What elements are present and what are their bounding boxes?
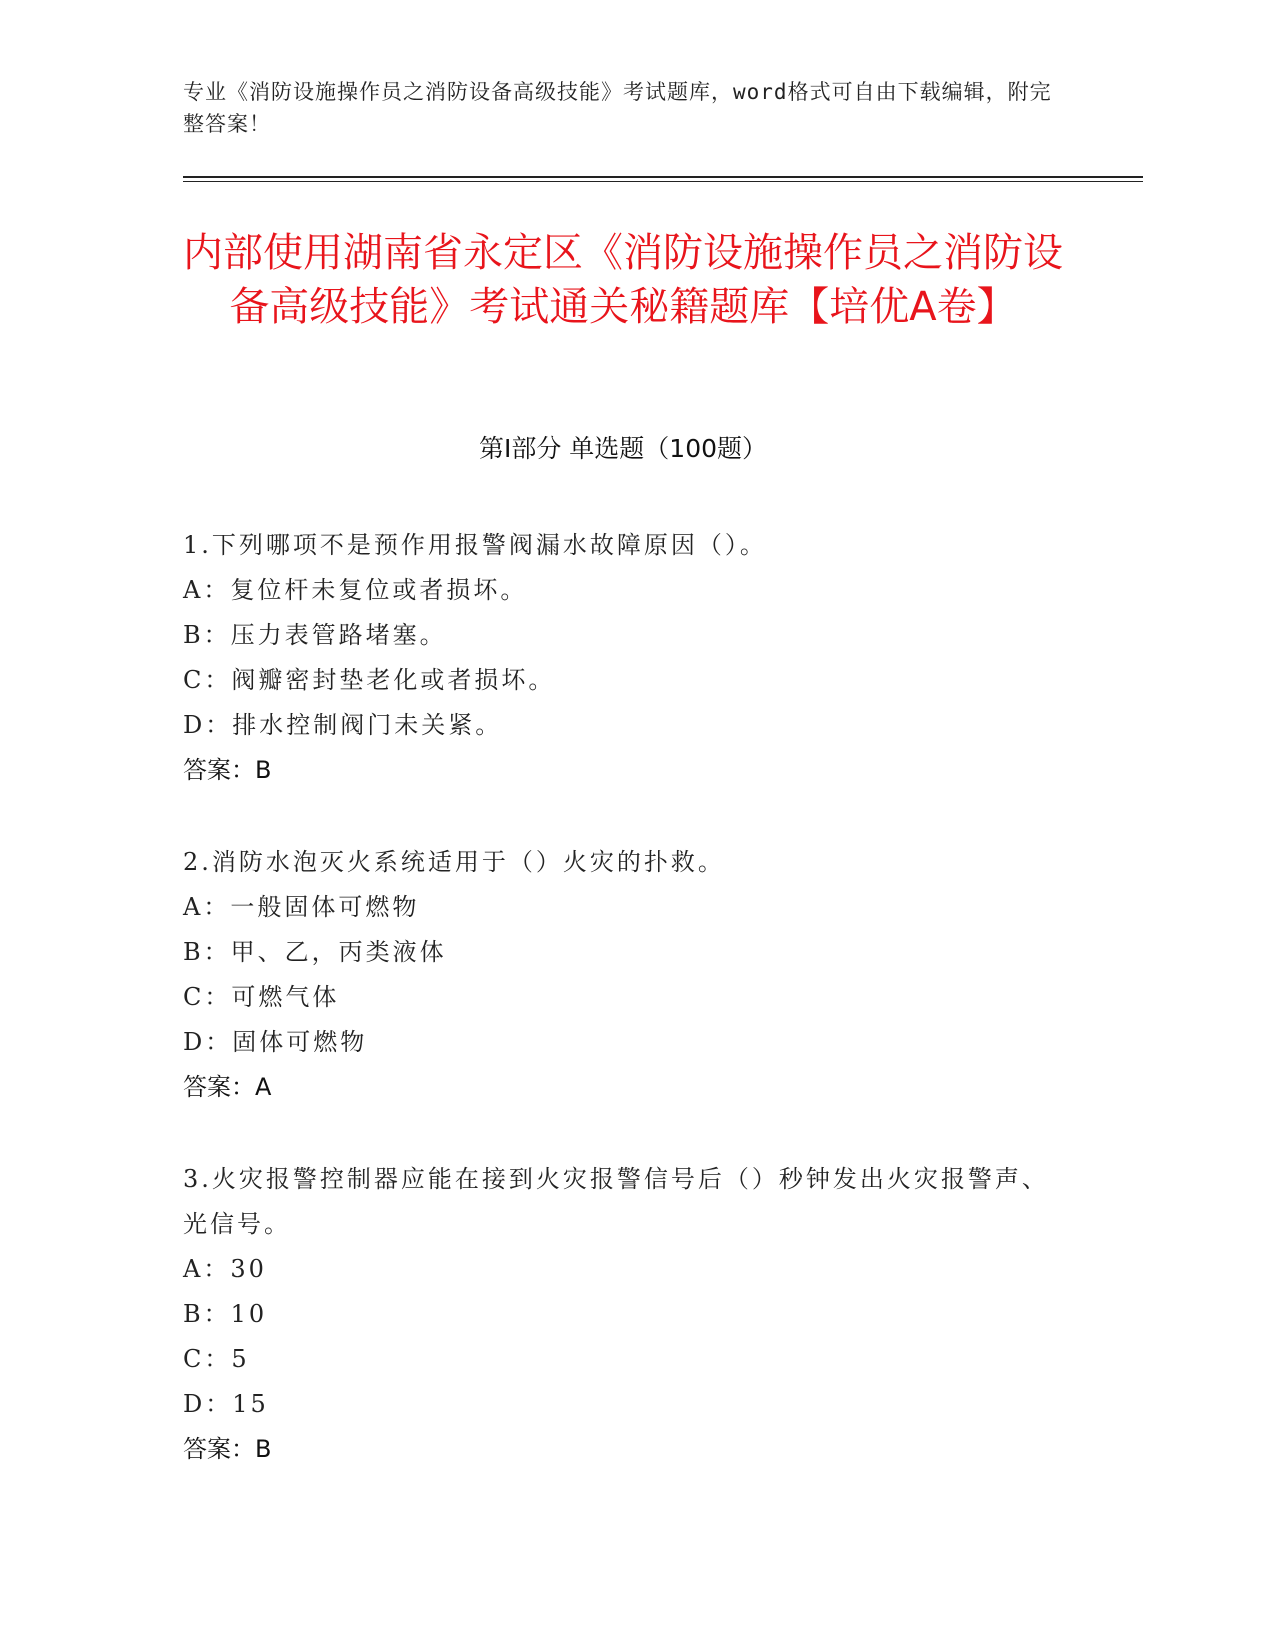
question-3 xyxy=(183,1157,1063,1472)
answer: 答案：B xyxy=(183,1435,272,1463)
option-c: C：5 xyxy=(183,1345,250,1373)
header-divider-thick xyxy=(183,176,1143,178)
document-title: 内部使用湖南省永定区《消防设施操作员之消防设备高级技能》考试通关秘籍题库【培优A卷】 xyxy=(183,230,1063,330)
header-note: 专业《消防设施操作员之消防设备高级技能》考试题库，word格式可自由下载编辑，附完整答案！ xyxy=(183,80,1052,136)
option-b: B：10 xyxy=(183,1300,268,1328)
question-stem: 3.火灾报警控制器应能在接到火灾报警信号后（）秒钟发出火灾报警声、光信号。 xyxy=(183,1165,1049,1238)
question-stem: 1.下列哪项不是预作用报警阀漏水故障原因（）。 xyxy=(183,531,767,559)
question-stem: 2.消防水泡灭火系统适用于（）火灾的扑救。 xyxy=(183,848,725,876)
option-c: C：阀瓣密封垫老化或者损坏。 xyxy=(183,666,556,694)
option-d: D：15 xyxy=(183,1390,269,1418)
header-divider-thin xyxy=(183,181,1143,182)
option-d: D：排水控制阀门未关紧。 xyxy=(183,711,503,739)
option-c: C：可燃气体 xyxy=(183,983,340,1011)
option-a: A：一般固体可燃物 xyxy=(183,893,420,921)
option-b: B：甲、乙，丙类液体 xyxy=(183,938,447,966)
option-d: D：固体可燃物 xyxy=(183,1028,368,1056)
option-b: B：压力表管路堵塞。 xyxy=(183,621,447,649)
option-a: A：30 xyxy=(183,1255,267,1283)
answer: 答案：A xyxy=(183,1073,272,1101)
answer: 答案：B xyxy=(183,756,272,784)
question-1 xyxy=(183,523,1063,793)
option-a: A：复位杆未复位或者损坏。 xyxy=(183,576,528,604)
section-heading: 第Ⅰ部分 单选题（100题） xyxy=(478,434,768,463)
question-2 xyxy=(183,840,1063,1110)
